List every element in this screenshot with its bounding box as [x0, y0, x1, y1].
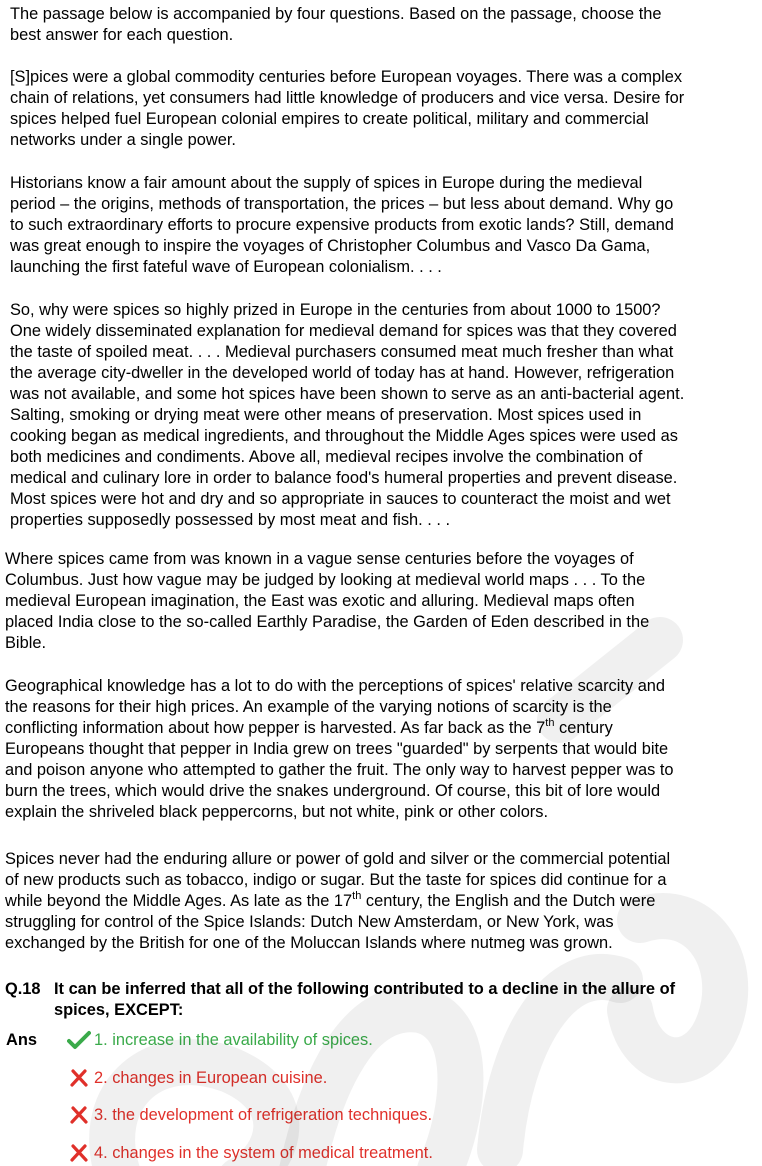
- text-line: struggling for control of the Spice Islands: Dutch New Amsterdam, or New York, was: [5, 913, 614, 931]
- text-line: Historians know a fair amount about the supply of spices in Europe during the medieval: [10, 174, 643, 192]
- text-line: and poison anyone who attempted to gather the fruit. The only way to harvest pepper was to: [5, 761, 674, 779]
- cross-icon: [64, 1066, 94, 1090]
- text-line: the taste of spoiled meat. . . . Medieval purchasers consumed meat much fresher than what: [10, 343, 674, 361]
- text-line: the reasons for their high prices. An example of the varying notions of scarcity is the: [5, 698, 612, 716]
- instructions: [10, 4, 662, 46]
- superscript: th: [352, 890, 362, 902]
- text-fragment: conflicting information about how pepper is harvested. As far back as the 7: [5, 719, 546, 737]
- passage-paragraph-5: [5, 676, 674, 823]
- text-line: to such extraordinary efforts to procure expensive products from exotic lands? Still, demand: [10, 216, 674, 234]
- text-line: Columbus. Just how vague may be judged by looking at medieval world maps . . . To the: [5, 571, 646, 589]
- text-line: Where spices came from was known in a vague sense centuries before the voyages of: [5, 550, 634, 568]
- option-label: 1. increase in the availability of spices.: [94, 1030, 373, 1049]
- text-line: It can be inferred that all of the following contributed to a decline in the allure of: [54, 980, 676, 998]
- text-line: burn the trees, which would drive the snakes underground. Of course, this bit of lore would: [5, 782, 661, 800]
- question-text: [54, 979, 675, 1021]
- option-1[interactable]: [64, 1028, 373, 1052]
- text-line: best answer for each question.: [10, 26, 234, 44]
- option-label: 2. changes in European cuisine.: [94, 1068, 328, 1087]
- text-line: Salting, smoking or drying meat were other means of preservation. Most spices used in: [10, 406, 642, 424]
- text-line: properties supposedly possessed by most meat and fish. . . .: [10, 511, 451, 529]
- text-line: [S]pices were a global commodity centuries before European voyages. There was a complex: [10, 68, 683, 86]
- text-line: spices, EXCEPT:: [54, 1001, 184, 1019]
- text-line: was not available, and some hot spices have been shown to serve as an anti-bacterial agent.: [10, 385, 685, 403]
- option-3[interactable]: [64, 1103, 432, 1127]
- text-line: Geographical knowledge has a lot to do with the perceptions of spices' relative scarcity and: [5, 677, 666, 695]
- text-fragment: century, the English and the Dutch were: [361, 892, 656, 910]
- text-line: The passage below is accompanied by four questions. Based on the passage, choose the: [10, 5, 662, 23]
- option-label: 4. changes in the system of medical treatment.: [94, 1143, 433, 1162]
- text-line: cooking began as medical ingredients, and throughout the Middle Ages spices were used as: [10, 427, 678, 445]
- text-line: So, why were spices so highly prized in Europe in the centuries from about 1000 to 1500?: [10, 301, 661, 319]
- text-line: medical and culinary lore in order to balance food's humeral properties and prevent disease.: [10, 469, 678, 487]
- text-line: was great enough to inspire the voyages of Christopher Columbus and Vasco Da Gama,: [10, 237, 651, 255]
- text-line: launching the first fateful wave of European colonialism. . . .: [10, 258, 442, 276]
- text-line-with-superscript: [5, 891, 670, 912]
- text-line: Bible.: [5, 634, 47, 652]
- text-line: explain the shriveled black peppercorns, but not white, pink or other colors.: [5, 803, 549, 821]
- passage-paragraph-6: [5, 849, 670, 954]
- passage-paragraph-3: [10, 300, 684, 531]
- question-number: Q.18: [5, 980, 41, 998]
- text-line: One widely disseminated explanation for medieval demand for spices was that they covered: [10, 322, 677, 340]
- text-line: networks under a single power.: [10, 131, 236, 149]
- cross-icon: [64, 1141, 94, 1165]
- text-line: exchanged by the British for one of the Moluccan Islands where nutmeg was grown.: [5, 934, 613, 952]
- text-line-with-superscript: [5, 718, 674, 739]
- passage-paragraph-1: [10, 67, 684, 151]
- text-line: period – the origins, methods of transportation, the prices – but less about demand. Why go: [10, 195, 674, 213]
- option-label: 3. the development of refrigeration techniques.: [94, 1105, 433, 1124]
- text-line: medieval European imagination, the East was exotic and alluring. Medieval maps often: [5, 592, 635, 610]
- text-line: spices helped fuel European colonial empires to create political, military and commercial: [10, 110, 649, 128]
- text-line: placed India close to the so-called Earthly Paradise, the Garden of Eden described in the: [5, 613, 650, 631]
- text-line: both medicines and condiments. Above all, medieval recipes involve the combination of: [10, 448, 643, 466]
- cross-icon: [64, 1103, 94, 1127]
- text-fragment: while beyond the Middle Ages. As late as the 17: [5, 892, 353, 910]
- text-line: Most spices were hot and dry and so appropriate in sauces to counteract the moist and wet: [10, 490, 671, 508]
- text-line: of new products such as tobacco, indigo or sugar. But the taste for spices did continue for a: [5, 871, 667, 889]
- superscript: th: [545, 717, 555, 729]
- text-line: the average city-dweller in the developed world of today has at hand. However, refrigeration: [10, 364, 675, 382]
- passage-paragraph-2: [10, 173, 674, 278]
- check-icon: [64, 1028, 94, 1052]
- text-fragment: century: [554, 719, 613, 737]
- text-line: Europeans thought that pepper in India grew on trees "guarded" by serpents that would bite: [5, 740, 669, 758]
- text-line: Spices never had the enduring allure or power of gold and silver or the commercial potential: [5, 850, 671, 868]
- answer-label: Ans: [6, 1031, 37, 1049]
- passage-paragraph-4: [5, 549, 649, 654]
- option-2[interactable]: [64, 1066, 327, 1090]
- option-4[interactable]: [64, 1141, 433, 1165]
- text-line: chain of relations, yet consumers had little knowledge of producers and vice versa. Desire for: [10, 89, 685, 107]
